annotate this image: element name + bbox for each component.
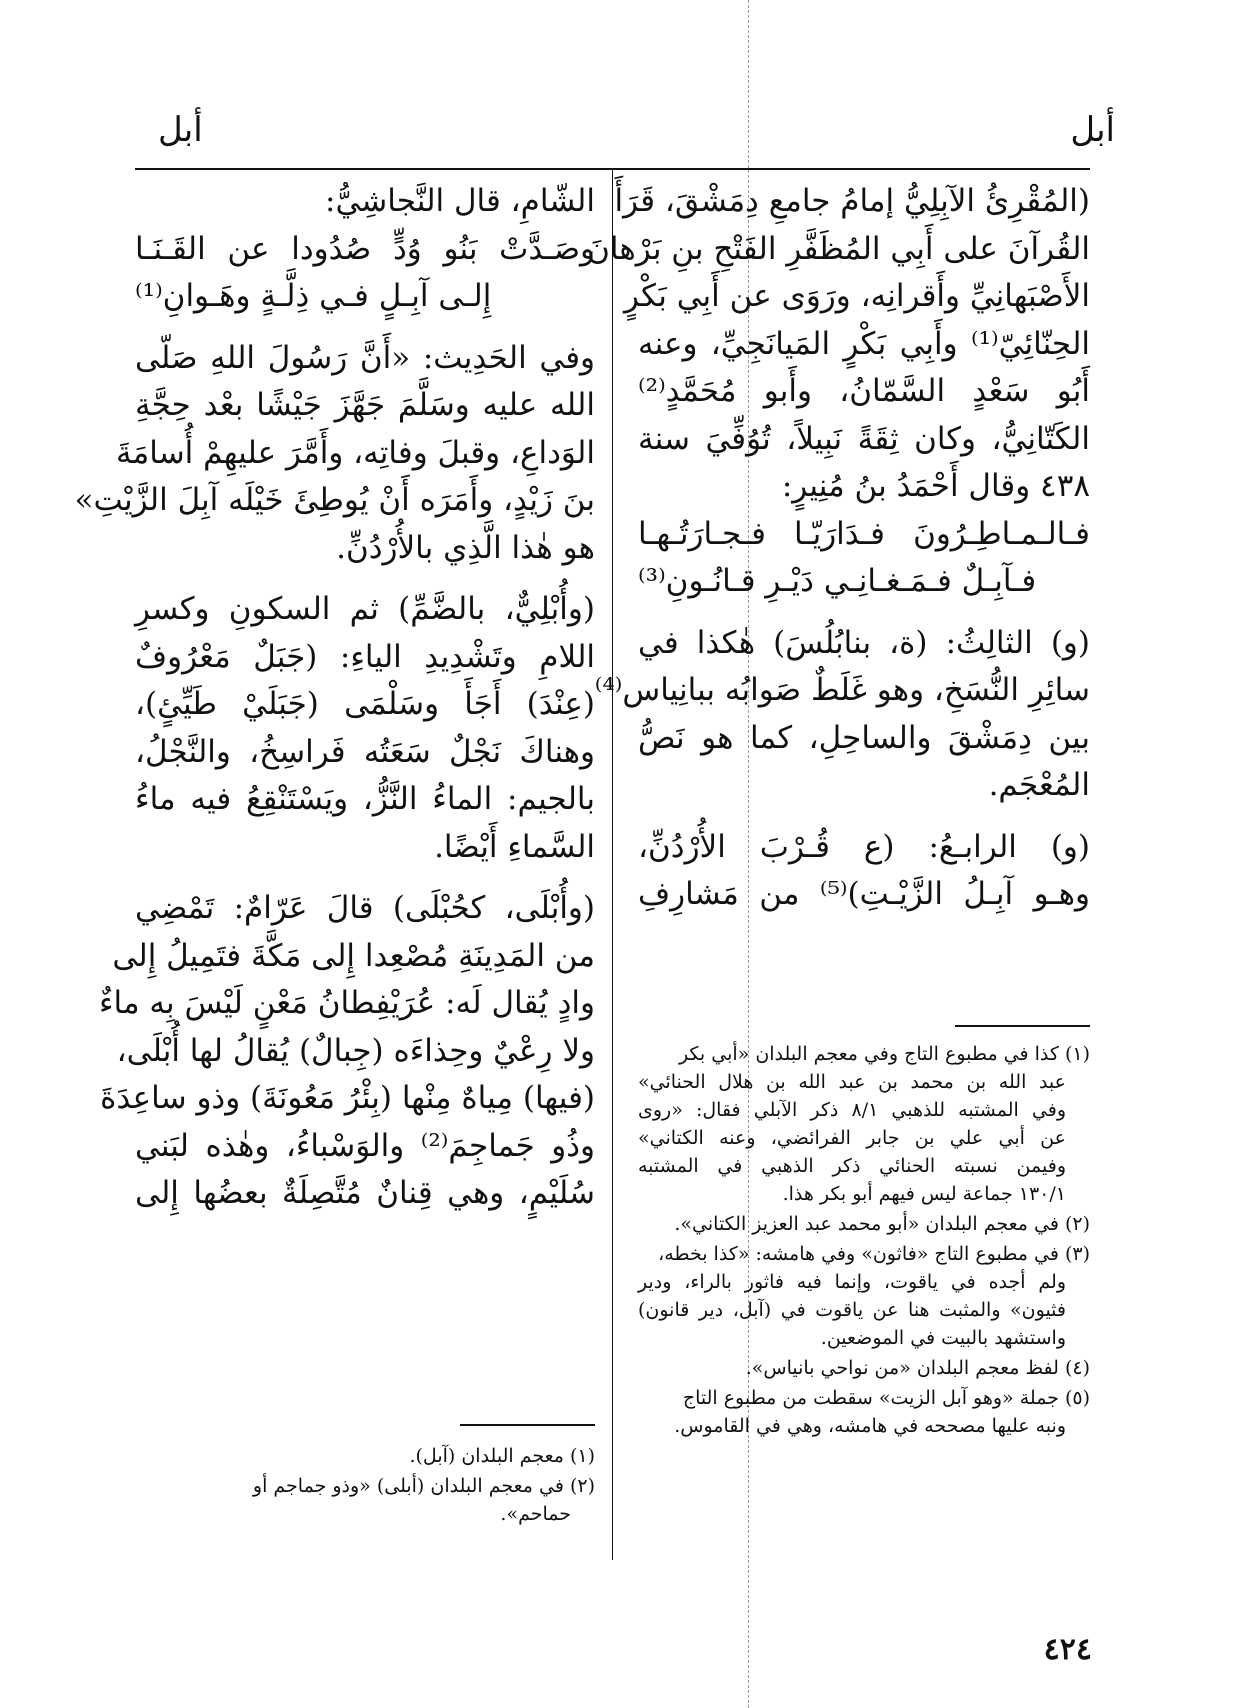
footnote-2: (٢)في معجم البلدان «أبو محمد عبد العزيز الكتاني». [674,1213,1090,1235]
text-line: (المُقْرِئُ الآبِلِيُّ إمامُ جامعِ دِمَشْقَ، قَرَأَ [614,183,1090,219]
text-line: (و) الرابـعُ: (ع قُـرْبَ الأُرْدُنِّ، [638,828,1090,865]
text-line: الوَداعِ، وقبلَ وفاتِه، وأَمَّرَ عليهِمْ أُسامَةَ [116,434,595,471]
text-line: ٤٣٨ وقال أَحْمَدُ بنُ مُنِيرٍ: [781,468,1090,504]
verse-line: وصَـدَّتْ بَنُو وُدٍّ صُدُودا عن القَـنَـا [135,230,595,267]
footnote-1: (١)كذا في مطبوع التاج وفي معجم البلدان «أبي بكر عبد الله بن محمد بن عبد الله بن هلال الحنائي» وفي المشتبه للذهبي ٨/١ ذكر الآبلي فقال: «روى عن أبي علي بن جابر الفرائضي، وعنه الكتاني» وفيمن نسبته الحنائي ذكر الذهبي في المشتبه ١٣٠/١ جماعة ليس فيهم أبو بكر هذا. [638,1043,1090,1205]
text-line: بين دِمَشْقَ والساحِلِ، كما هو نَصُّ [638,719,1090,756]
text-line: الكَتّانِيُّ، وكان ثِقَةً نَبِيلاً، تُوُفِّيَ سنة [638,420,1090,457]
text-line: بالجيم: الماءُ النَّزُّ، ويَسْتَنْقِعُ فيه ماءُ [135,781,595,817]
text-line: سائِرِ النُّسَخِ، وهو غَلَطٌ صَوابُه ببانِياس⁽⁴⁾ [594,672,1090,708]
footnote-5: (٥)جملة «وهو آبل الزيت» سقطت من مطبوع التاج ونبه عليها مصححه في هامشه، وهي في القاموس. [674,1387,1090,1437]
text-line: ولا رِعْيٌ وحِذاءَه (جِبالٌ) يُقالُ لها أُبْلَى، [116,1032,595,1069]
verse-line: إِلـى آبِـلٍ فـي ذِلَّـةٍ وهَـوانِ⁽¹⁾ [135,278,492,314]
text-line: وذُو جَماجِمَ⁽²⁾ والوَسْباءُ، وهٰذه لبَني [135,1127,595,1164]
column-divider [612,170,613,1560]
footnote-3: (٣)في مطبوع التاج «فاثون» وفي هامشه: «كذا بخطه، ولم أجده في ياقوت، وإنما فيه فاثور بالراء، ودير فثيون» والمثبت هنا عن ياقوت في (آبل، دير قانون) واستشهد بالبيت في الموضعين. [638,1243,1090,1349]
running-head-left: أبل [158,110,203,150]
footnotes-left [135,1442,595,1530]
text-line: الشّامِ، قال النَّجاشِيُّ: [325,183,595,219]
footnotes-right [638,1040,1090,1442]
text-line: وادٍ يُقال لَه: عُرَيْفِطانُ مَعْنٍ لَيْسَ بِه ماءٌ [98,985,595,1021]
text-line: من المَدِينَةِ مُصْعِدا إِلى مَكَّةَ فتَمِيلُ إِلى [112,937,595,974]
text-line: المُعْجَم. [988,767,1090,803]
text-line: وهـو آبِـلُ الزَّيْـتِ)⁽⁵⁾ من مَشارِفِ [638,876,1090,912]
text-line: اللامِ وتَشْدِيدِ الياءِ: (جَبَلٌ مَعْرُوفٌ [135,638,595,675]
text-line: الحِنّائِيّ⁽¹⁾ وأَبِي بَكْرٍ المَيانَجِيِّ، وعنه [638,325,1090,362]
text-line: السَّماءِ أَيْضًا. [434,828,595,865]
text-line: (وأُبْلَى، كحُبْلَى) قالَ عَرّامٌ: تَمْضِي [135,890,595,926]
text-line: وهناكَ نَجْلٌ سَعَتُه فَراسِخُ، والنَّجْلُ، [135,733,595,770]
text-line: الله عليه وسَلَّمَ جَهَّزَ جَيْشًا بعْد حِجَّةِ [135,387,595,423]
text-line: سُلَيْمٍ، وهي قِنانٌ مُتَّصِلَةٌ بعضُها إِلى [135,1175,595,1211]
text-line: (عِنْدَ) أَجَأَ وسَلْمَى (جَبَلَيْ طَيِّئٍ)، [135,686,595,722]
verse-line: فـالـمـاطِـرُونَ فـدَارَيّـا فـجـارَتُـهـا [638,515,1090,552]
text-line: هو هٰذا الَّذِي بالأُرْدُنِّ. [336,529,595,566]
footnote-rule-left [460,1424,595,1426]
right-column [587,178,1090,919]
footnote-1: (١)معجم البلدان (آبل). [409,1445,595,1467]
text-line: (فيها) مِياهٌ مِنْها (بِئْرُ مَعُونَةَ) وذو ساعِدَةَ [100,1080,595,1116]
footnote-4: (٤)لفظ معجم البلدان «من نواحي بانياس». [745,1357,1090,1379]
running-head-right: أبل [1070,110,1115,150]
text-line: الأَصْبَهانِيِّ وأَقرانِه، ورَوَى عن أَبِي بَكْرٍ [623,278,1090,314]
text-line: القُرآنَ على أَبِي المُظَفَّرِ الفَتْحِ بنِ بَرْهانَ [587,230,1090,267]
text-line: بنَ زَيْدٍ، وأَمَرَه أَنْ يُوطِئَ خَيْلَه آبِلَ الزَّيْتِ» [74,482,595,518]
text-line: (وأُبْلِيٌّ، بالضَّمِّ) ثم السكونِ وكسرِ [135,591,595,627]
left-column [74,178,595,1218]
verse-line: فـآبِـلٌ فـمَـغـانِـي دَيْـرِ قـانُـونِ⁽³⁾ [638,563,1037,599]
footnote-2: (٢)في معجم البلدان (أبلى) «وذو جماجم أو حماحم». [252,1475,595,1525]
footnote-rule-right [955,1025,1090,1027]
text-line: أَبُو سَعْدٍ السَّمّانُ، وأَبو مُحَمَّدٍ⁽²⁾ [638,373,1090,409]
text-line: وفي الحَدِيث: «أَنَّ رَسُولَ اللهِ صَلّى [135,339,595,376]
text-line: (و) الثالِثُ: (ة، بنابُلُسَ) هٰكذا في [638,624,1090,661]
page-number: ٤٢٤ [1043,1632,1092,1667]
